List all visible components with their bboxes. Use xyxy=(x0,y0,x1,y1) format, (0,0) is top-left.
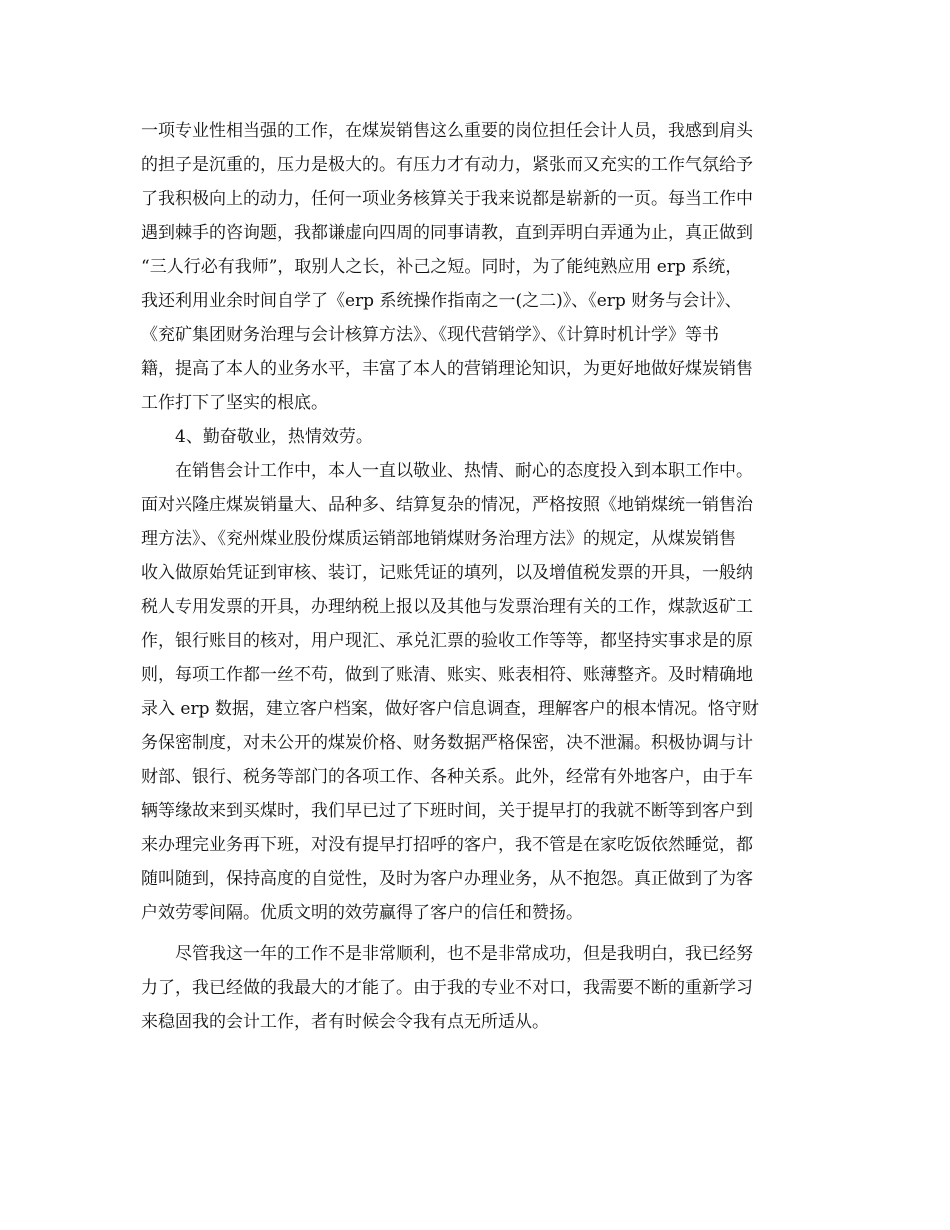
text-line: 一项专业性相当强的工作，在煤炭销售这么重要的岗位担任会计人员，我感到肩头 xyxy=(141,121,753,141)
text-line: 则，每项工作都一丝不苟，做到了账清、账实、账表相符、账薄整齐。及时精确地 xyxy=(141,665,753,685)
paragraph-3 xyxy=(141,937,831,1039)
text-line: 理方法》、《兖州煤业股份煤质运销部地销煤财务治理方法》的规定，从煤炭销售 xyxy=(141,529,736,549)
body-text xyxy=(141,114,831,1039)
text-line: 随叫随到，保持高度的自觉性，及时为客户办理业务，从不抱怨。真正做到了为客 xyxy=(141,869,753,889)
paragraph-1 xyxy=(141,114,831,420)
text-line: 力了，我已经做的我最大的才能了。由于我的专业不对口，我需要不断的重新学习 xyxy=(141,978,753,998)
text-line: “三人行必有我师”，取别人之长，补己之短。同时，为了能纯熟应用 erp 系统， xyxy=(141,257,743,277)
section-heading-4: 4、勤奋敬业，热情效劳。 xyxy=(141,427,373,447)
text-line: 面对兴隆庄煤炭销量大、品种多、结算复杂的情况，严格按照《地销煤统一销售治 xyxy=(141,495,753,515)
text-line: 的担子是沉重的，压力是极大的。有压力才有动力，紧张而又充实的工作气氛给予 xyxy=(141,155,753,175)
text-line: 税人专用发票的开具，办理纳税上报以及其他与发票治理有关的工作，煤款返矿工 xyxy=(141,597,753,617)
text-line: 收入做原始凭证到审核、装订，记账凭证的填列，以及增值税发票的开具，一般纳 xyxy=(141,563,753,583)
text-line: 务保密制度，对未公开的煤炭价格、财务数据严格保密，决不泄漏。积极协调与计 xyxy=(141,733,753,753)
text-line: 户效劳零间隔。优质文明的效劳赢得了客户的信任和赞扬。 xyxy=(141,903,583,923)
paragraph-spacer xyxy=(141,930,831,937)
text-line: 作，银行账目的核对，用户现汇、承兑汇票的验收工作等等，都坚持实事求是的原 xyxy=(141,631,753,651)
text-line: 在销售会计工作中，本人一直以敬业、热情、耐心的态度投入到本职工作中。 xyxy=(141,461,753,481)
text-line: 《兖矿集团财务治理与会计核算方法》、《现代营销学》、《计算时机计学》等书 xyxy=(141,325,719,345)
text-line: 来办理完业务再下班，对没有提早打招呼的客户，我不管是在家吃饭依然睡觉，都 xyxy=(141,835,753,855)
text-line: 籍，提高了本人的业务水平，丰富了本人的营销理论知识，为更好地做好煤炭销售 xyxy=(141,359,753,379)
text-line: 尽管我这一年的工作不是非常顺利，也不是非常成功，但是我明白，我已经努 xyxy=(141,944,753,964)
text-line: 工作打下了坚实的根底。 xyxy=(141,393,328,413)
paragraph-2 xyxy=(141,454,831,930)
text-line: 录入 erp 数据，建立客户档案，做好客户信息调查，理解客户的根本情况。恪守财 xyxy=(141,699,759,719)
text-line: 辆等缘故来到买煤时，我们早已过了下班时间，关于提早打的我就不断等到客户到 xyxy=(141,801,753,821)
text-line: 遇到棘手的咨询题，我都谦虚向四周的同事请教，直到弄明白弄通为止，真正做到 xyxy=(141,223,753,243)
text-line: 了我积极向上的动力，任何一项业务核算关于我来说都是崭新的一页。每当工作中 xyxy=(141,189,753,209)
text-line: 来稳固我的会计工作，者有时候会令我有点无所适从。 xyxy=(141,1012,549,1032)
text-line: 财部、银行、税务等部门的各项工作、各种关系。此外，经常有外地客户，由于车 xyxy=(141,767,753,787)
text-line: 我还利用业余时间自学了《erp 系统操作指南之一(之二)》、《erp 财务与会计》、 xyxy=(141,291,742,311)
